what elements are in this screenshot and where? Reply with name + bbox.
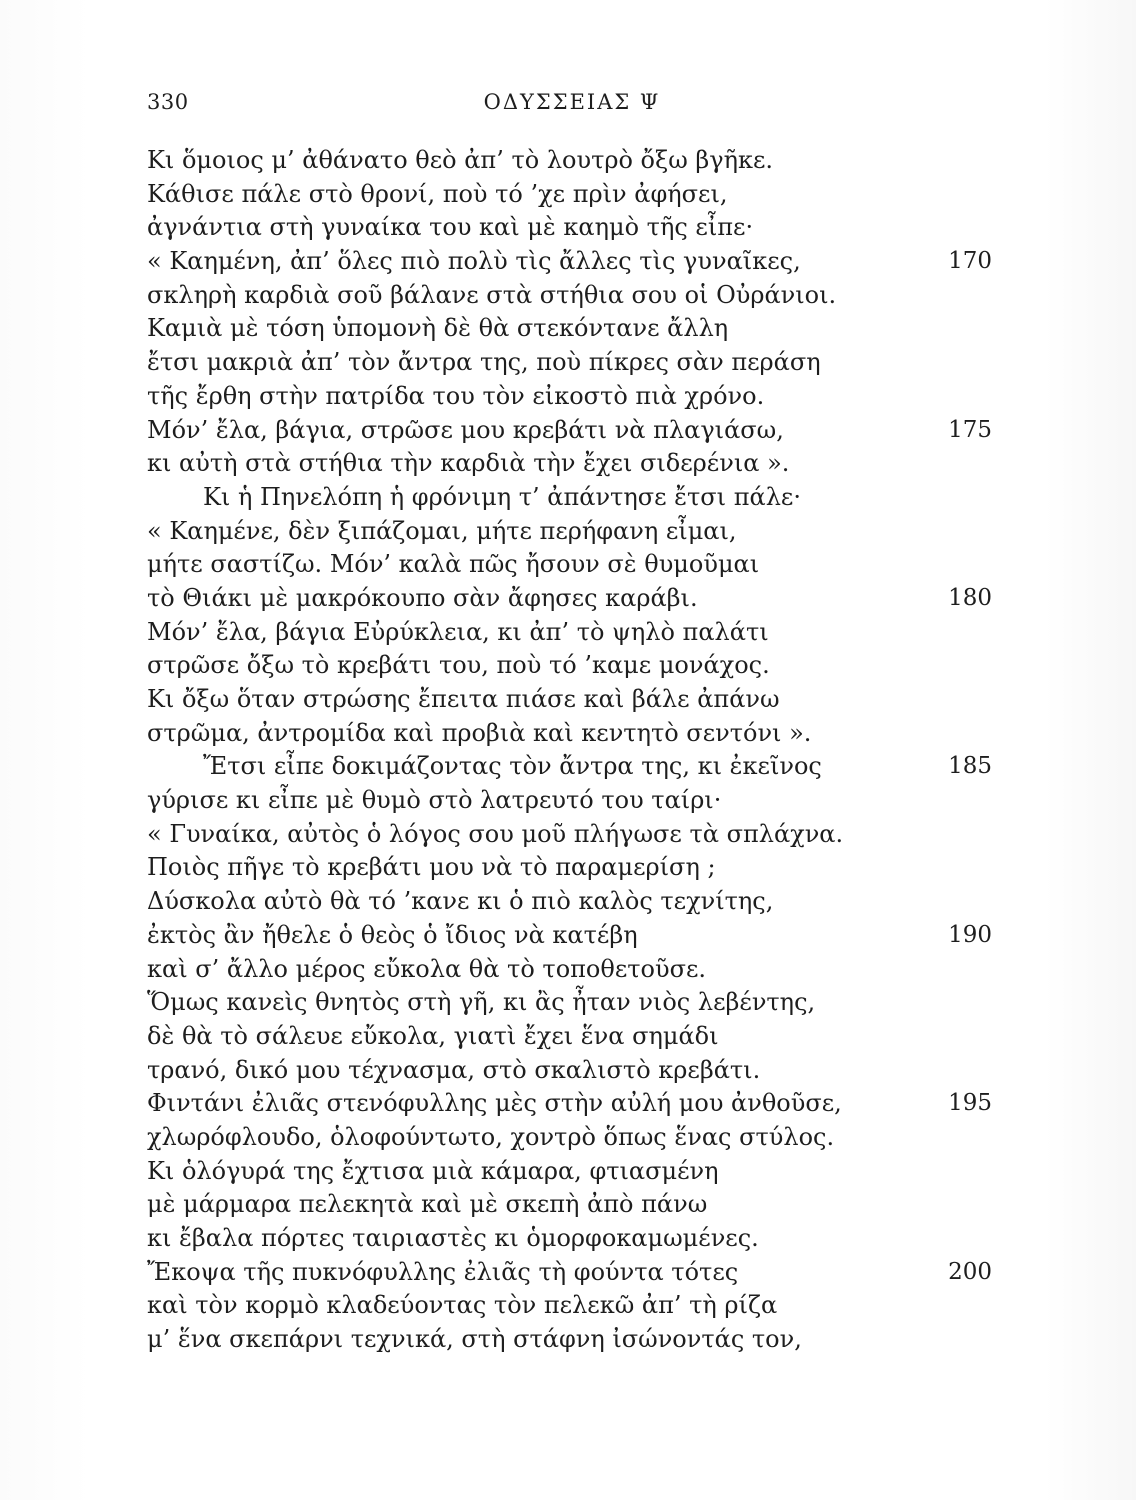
- line-number: 175: [948, 416, 992, 443]
- verse-text: Κι ὁλόγυρά της ἔχτισα μιὰ κάμαρα, φτιασμένη: [147, 1156, 719, 1185]
- verse-line: [147, 953, 997, 987]
- verse-line: [147, 1121, 997, 1155]
- verse-text: τρανό, δικό μου τέχνασμα, στὸ σκαλιστὸ κρεβάτι.: [147, 1055, 761, 1084]
- verse-line: [147, 717, 997, 751]
- verse-text: τὸ Θιάκι μὲ μακρόκουπο σὰν ἄφησες καράβι.: [147, 583, 698, 612]
- verse-text: Δύσκολα αὐτὸ θὰ τό ’κανε κι ὁ πιὸ καλὸς τεχνίτης,: [147, 887, 774, 916]
- verse-line: [147, 1054, 997, 1088]
- verse-text: μ’ ἕνα σκεπάρνι τεχνικά, στὴ στάφνη ἰσώνοντάς τον,: [147, 1325, 802, 1354]
- verse-line: [147, 1020, 997, 1054]
- verse-text: Κάθισε πάλε στὸ θρονί, ποὺ τό ’χε πρὶν ἀφήσει,: [147, 179, 728, 208]
- verse-text: ἔτσι μακριὰ ἀπ’ τὸν ἄντρα της, ποὺ πίκρες σὰν περάση: [147, 348, 821, 377]
- verse-text: μήτε σαστίζω. Μόν’ καλὰ πῶς ἤσουν σὲ θυμοῦμαι: [147, 550, 760, 579]
- verse-text: « Γυναίκα, αὐτὸς ὁ λόγος σου μοῦ πλήγωσε τὰ σπλάχνα.: [147, 819, 844, 848]
- verse-text: « Καημένε, δὲν ξιπάζομαι, μήτε περήφανη εἶμαι,: [147, 516, 737, 545]
- line-number: 195: [948, 1090, 992, 1117]
- verse-text: Φιντάνι ἐλιᾶς στενόφυλλης μὲς στὴν αὐλή μου ἀνθοῦσε,: [147, 1089, 842, 1118]
- verse-text: « Καημένη, ἀπ’ ὅλες πιὸ πολὺ τὶς ἄλλες τὶς γυναῖκες,: [147, 247, 801, 276]
- verse-line: [147, 1323, 997, 1357]
- line-number: 190: [948, 921, 992, 948]
- verse-text: στρῶμα, ἀντρομίδα καὶ προβιὰ καὶ κεντητὸ σεντόνι ».: [147, 718, 812, 747]
- verse-text: Μόν’ ἔλα, βάγια, στρῶσε μου κρεβάτι νὰ πλαγιάσω,: [147, 415, 784, 444]
- verse-line: [147, 919, 997, 953]
- verse-text: Μόν’ ἔλα, βάγια Εὐρύκλεια, κι ἀπ’ τὸ ψηλὸ παλάτι: [147, 617, 769, 646]
- verse-line: [147, 447, 997, 481]
- verse-text: Κι ὅμοιος μ’ ἀθάνατο θεὸ ἀπ’ τὸ λουτρὸ ὄξω βγῆκε.: [147, 146, 774, 174]
- verse-text: Καμιὰ μὲ τόση ὑπομονὴ δὲ θὰ στεκόντανε ἄλλη: [147, 314, 729, 343]
- verse-line: [147, 986, 997, 1020]
- verse-line: [147, 750, 997, 784]
- verse-line: [147, 1087, 997, 1121]
- verse-line: [147, 481, 997, 515]
- verse-line: [147, 414, 997, 448]
- verse-line: [147, 683, 997, 717]
- line-number: 170: [948, 248, 992, 275]
- verse-text: σκληρὴ καρδιὰ σοῦ βάλανε στὰ στήθια σου οἱ Οὐράνιοι.: [147, 280, 837, 309]
- verse-line: [147, 1256, 997, 1290]
- verse-block: [147, 144, 997, 1357]
- verse-line: [147, 582, 997, 616]
- verse-text: μὲ μάρμαρα πελεκητὰ καὶ μὲ σκεπὴ ἀπὸ πάνω: [147, 1190, 708, 1219]
- verse-line: [147, 515, 997, 549]
- verse-text: καὶ σ’ ἄλλο μέρος εὔκολα θὰ τὸ τοποθετοῦσε.: [147, 954, 707, 983]
- verse-line: [147, 211, 997, 245]
- verse-line: [147, 784, 997, 818]
- verse-line: [147, 1188, 997, 1222]
- verse-line: [147, 548, 997, 582]
- verse-text: ἀγνάντια στὴ γυναίκα του καὶ μὲ καημὸ τῆς εἶπε·: [147, 213, 754, 242]
- verse-line: [147, 1155, 997, 1189]
- verse-text: γύρισε κι εἶπε μὲ θυμὸ στὸ λατρευτό του ταίρι·: [147, 786, 722, 815]
- verse-line: [147, 144, 997, 178]
- verse-text: Κι ἡ Πηνελόπη ἡ φρόνιμη τ’ ἀπάντησε ἔτσι πάλε·: [203, 482, 801, 511]
- verse-text: καὶ τὸν κορμὸ κλαδεύοντας τὸν πελεκῶ ἀπ’ τὴ ρίζα: [147, 1291, 778, 1320]
- verse-line: [147, 279, 997, 313]
- verse-text: Κι ὄξω ὅταν στρώσης ἔπειτα πιάσε καὶ βάλε ἀπάνω: [147, 685, 780, 713]
- verse-line: [147, 851, 997, 885]
- verse-line: [147, 885, 997, 919]
- line-number: 180: [948, 584, 992, 611]
- verse-text: κι ἔβαλα πόρτες ταιριαστὲς κι ὁμορφοκαμωμένες.: [147, 1224, 759, 1252]
- verse-line: [147, 818, 997, 852]
- verse-line: [147, 346, 997, 380]
- verse-text: ἐκτὸς ἂν ἤθελε ὁ θεὸς ὁ ἴδιος νὰ κατέβη: [147, 920, 638, 949]
- verse-text: χλωρόφλουδο, ὁλοφούντωτο, χοντρὸ ὅπως ἕνας στύλος.: [147, 1122, 835, 1151]
- verse-line: [147, 1289, 997, 1323]
- running-title: ΟΔΥΣΣΕΙΑΣ Ψ: [483, 90, 661, 114]
- verse-text: τῆς ἔρθη στὴν πατρίδα του τὸν εἰκοστὸ πιὰ χρόνο.: [147, 381, 765, 410]
- verse-text: κι αὐτὴ στὰ στήθια τὴν καρδιὰ τὴν ἔχει σιδερένια ».: [147, 449, 790, 478]
- verse-line: [147, 649, 997, 683]
- verse-text: στρῶσε ὄξω τὸ κρεβάτι του, ποὺ τό ’καμε μονάχος.: [147, 651, 770, 680]
- line-number: 185: [948, 753, 992, 780]
- verse-text: Ἔτσι εἶπε δοκιμάζοντας τὸν ἄντρα της, κι ἐκεῖνος: [203, 752, 822, 781]
- verse-text: δὲ θὰ τὸ σάλευε εὔκολα, γιατὶ ἔχει ἕνα σημάδι: [147, 1021, 719, 1050]
- verse-line: [147, 616, 997, 650]
- verse-text: Ὅμως κανεὶς θνητὸς στὴ γῆ, κι ἂς ἦταν νιὸς λεβέντης,: [147, 988, 816, 1017]
- line-number: 200: [948, 1258, 992, 1285]
- page-header: [147, 90, 997, 130]
- page-number: 330: [147, 90, 189, 114]
- verse-line: [147, 1222, 997, 1256]
- verse-line: [147, 380, 997, 414]
- verse-line: [147, 178, 997, 212]
- verse-text: Ποιὸς πῆγε τὸ κρεβάτι μου νὰ τὸ παραμερίση ;: [147, 853, 716, 882]
- verse-line: [147, 312, 997, 346]
- verse-text: Ἔκοψα τῆς πυκνόφυλλης ἐλιᾶς τὴ φούντα τότες: [147, 1257, 739, 1286]
- verse-line: [147, 245, 997, 279]
